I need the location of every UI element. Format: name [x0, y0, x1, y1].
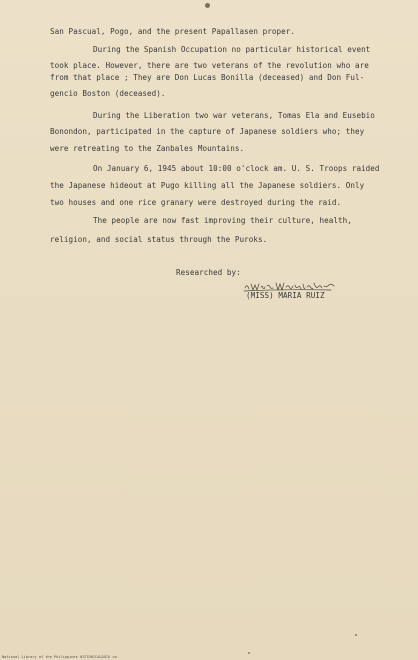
text-line: gencio Boston (deceased).: [50, 89, 166, 98]
text-line: On January 6, 1945 about 10:00 o'clock am. U. S. Troops raided: [93, 164, 380, 173]
text-line: from that place ; They are Don Lucas Bonilla (deceased) and Don Ful-: [50, 73, 365, 82]
researched-by-label: Researched by:: [176, 268, 241, 277]
archive-footer: National Library of the Philippines HISTORICALDATA ca.: [2, 655, 119, 659]
punch-hole: [205, 3, 210, 8]
text-line: the Japanese hideout at Pugo killing all the Japanese soldiers. Only: [50, 181, 365, 190]
text-line: During the Spanish Occupation no particular historical event: [93, 45, 371, 54]
typed-name: (MISS) MARIA RUIZ: [246, 291, 325, 300]
speck: [355, 634, 357, 636]
text-line: The people are now fast improving their culture, health,: [93, 216, 352, 225]
text-line: San Pascual, Pogo, and the present Papallasen proper.: [50, 27, 295, 36]
text-line: took place. However, there are two veterans of the revolution who are: [50, 61, 369, 70]
text-line: were retreating to the Zanbales Mountains.: [50, 144, 245, 153]
text-line: two houses and one rice granary were destroyed during the raid.: [50, 198, 342, 207]
text-line: Bonondon, participated in the capture of Japanese soldiers who; they: [50, 127, 365, 136]
speck: [248, 652, 250, 654]
text-line: During the Liberation two war veterans, Tomas Ela and Eusebio: [93, 111, 375, 120]
text-line: religion, and social status through the Puroks.: [50, 235, 268, 244]
